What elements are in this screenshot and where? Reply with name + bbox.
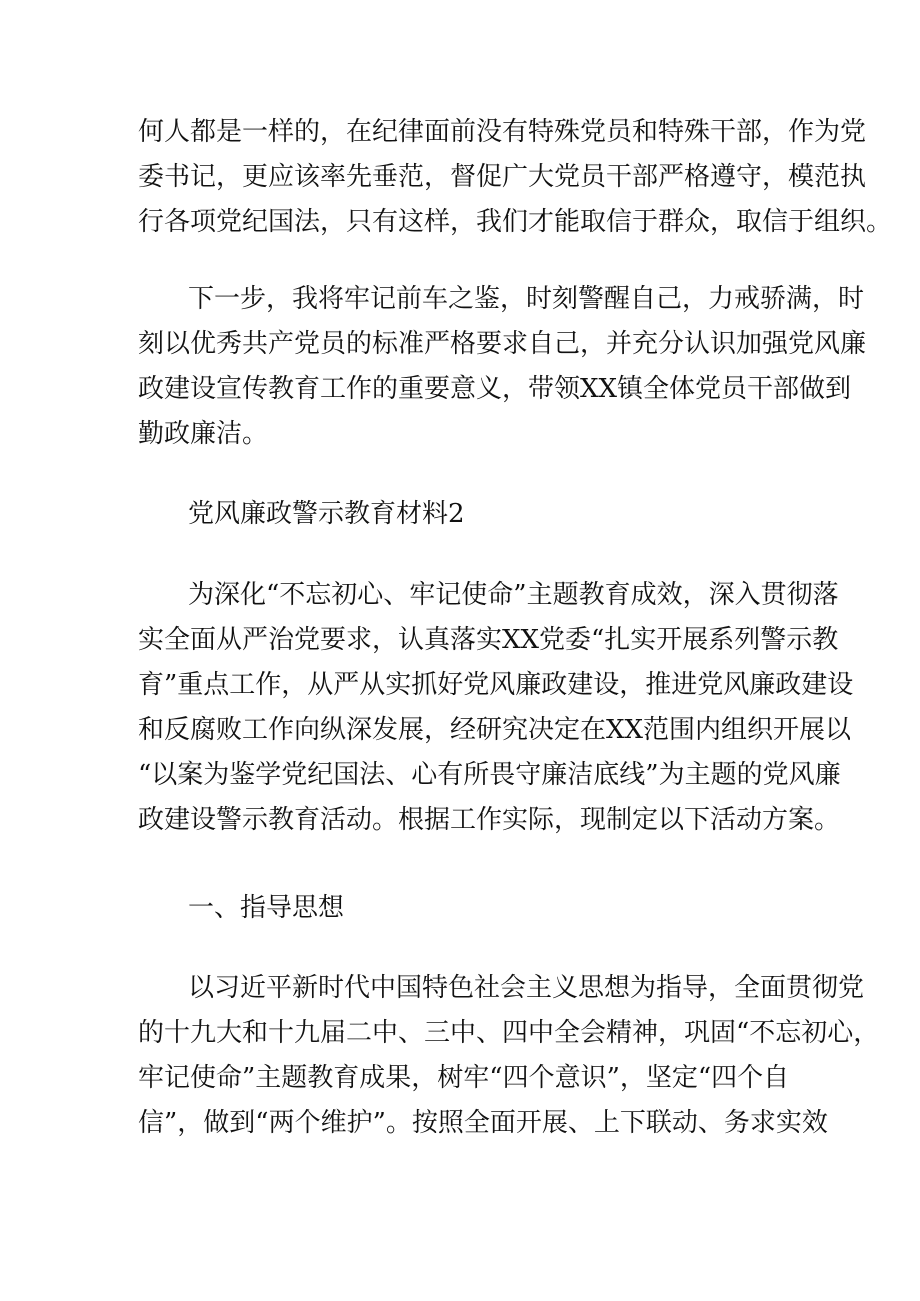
paragraph-3-line-3: 育”重点工作，从严从实抓好党风廉政建设，推进党风廉政建设: [138, 670, 854, 700]
paragraph-4-line-1: 以习近平新时代中国特色社会主义思想为指导，全面贯彻党: [188, 973, 865, 1003]
paragraph-1-line-1: 何人都是一样的，在纪律面前没有特殊党员和特殊干部，作为党: [138, 117, 867, 147]
paragraph-4-line-3: 牢记使命”主题教育成果，树牢“四个意识”，坚定“四个自: [138, 1063, 790, 1093]
paragraph-2-line-3: 政建设宣传教育工作的重要意义，带领XX镇全体党员干部做到: [138, 374, 852, 404]
paragraph-3-line-4: 和反腐败工作向纵深发展，经研究决定在XX范围内组织开展以: [138, 715, 852, 745]
paragraph-4-line-4: 信”，做到“两个维护”。按照全面开展、上下联动、务求实效: [138, 1108, 828, 1138]
paragraph-4-line-2: 的十九大和十九届二中、三中、四中全会精神，巩固“不忘初心，: [138, 1018, 880, 1048]
material-heading: 党风廉政警示教育材料2: [188, 499, 465, 529]
paragraph-1-line-2: 委书记，更应该率先垂范，督促广大党员干部严格遵守，模范执: [138, 162, 867, 192]
paragraph-3-line-5: “以案为鉴学党纪国法、心有所畏守廉洁底线”为主题的党风廉: [138, 760, 841, 790]
paragraph-2-line-1: 下一步，我将牢记前车之鉴，时刻警醒自己，力戒骄满，时: [188, 284, 865, 314]
section-1-heading: 一、指导思想: [188, 893, 345, 923]
paragraph-3-line-6: 政建设警示教育活动。根据工作实际，现制定以下活动方案。: [138, 805, 841, 835]
paragraph-2-line-2: 刻以优秀共产党员的标准严格要求自己，并充分认识加强党风廉: [138, 329, 867, 359]
paragraph-1-line-3: 行各项党纪国法，只有这样，我们才能取信于群众，取信于组织。: [138, 207, 893, 237]
paragraph-2-line-4: 勤政廉洁。: [138, 419, 269, 449]
paragraph-3-line-2: 实全面从严治党要求，认真落实XX党委“扎实开展系列警示教: [138, 625, 839, 655]
paragraph-3-line-1: 为深化“不忘初心、牢记使命”主题教育成效，深入贯彻落: [188, 580, 839, 610]
